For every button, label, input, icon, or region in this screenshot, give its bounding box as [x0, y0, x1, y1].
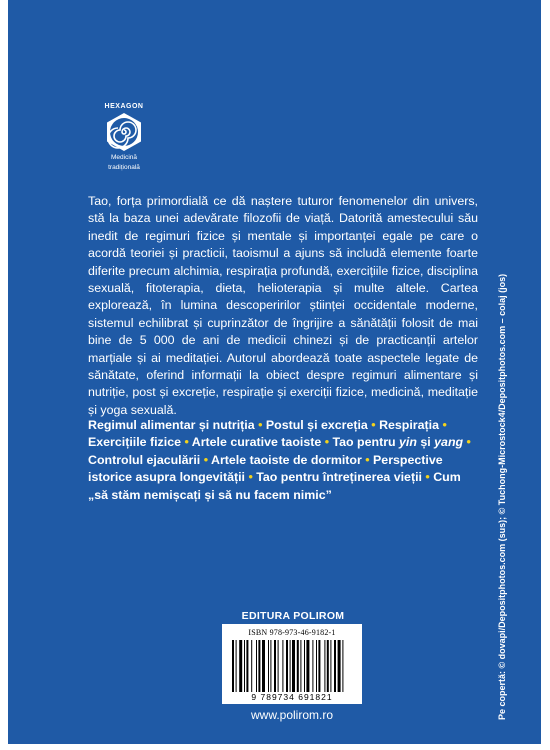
barcode-panel [222, 624, 362, 704]
bullet-separator: • [371, 418, 376, 432]
hexagon-logo [90, 103, 158, 172]
topic-item: Perspective istorice asupra longevității [88, 452, 443, 485]
bullet-separator: • [248, 470, 253, 485]
topics-list [88, 417, 478, 504]
topic-italic-yang: yang [434, 435, 464, 450]
topic-item: Postul și excreția [265, 418, 368, 432]
topic-item: Controlul ejaculării [88, 452, 201, 467]
topic-text: Tao pentru [332, 435, 400, 450]
bullet-separator: • [466, 435, 471, 450]
publisher-name: EDITURA POLIROM [241, 610, 345, 622]
bullet-separator: • [442, 418, 447, 432]
topic-item: Artele taoiste de dormitor [211, 452, 362, 467]
cover-credit [493, 180, 509, 720]
spiral-icon [104, 112, 144, 152]
topic-text: și [416, 435, 435, 450]
topic-item: Exercițiile fizice [88, 435, 181, 450]
bullet-separator: • [425, 470, 430, 485]
topic-italic-yin: yin [399, 435, 417, 450]
topic-item: Tao pentru întreținerea vieții [256, 470, 422, 485]
bullet-separator: • [184, 435, 189, 450]
book-description: Tao, forța primordială ce dă naștere tuturor fenomenelor din univers, stă la baza unei adevărate filozofii de viață. Datorită amestecului său inedit de regimuri fizice și mentale și importanței egale pe care o acordă teoriei și practicii, taoismul a ajuns să includă elemente foarte diferite precum alchimia, respirația profundă, exercițiile fizice, disciplina sexuală, fitoterapia, dieta, helioterapia și multe altele. Cartea explorează, în lumina descoperirilor științei occidentale moderne, sistemul echilibrat și cuprinzător de îngrijire a sănătății folosit de mai bine de 5 000 de ani de medicii chinezi și de practicanții artelor marțiale și ai meditației. Autorul abordează toate aspectele legate de sănătate, oferind informații la obiect despre regimuri alimentare și nutriție, post și excreție, respirație și exerciții fizice, medicină, meditație și yoga sexuală. [88, 194, 478, 417]
bullet-separator: • [324, 435, 330, 450]
barcode-number: 9 789734 691821 [251, 692, 333, 702]
isbn-number: ISBN 978-973-46-9182-1 [248, 628, 336, 637]
barcode-icon [232, 640, 354, 692]
cover-credit-text: Pe copertă: © dovapi/Depositphotos.com (sus); © Tuchong-Microstock4/Depositphotos.com – colaj (jos) [497, 273, 507, 720]
logo-subtitle-line2: tradițională [108, 164, 140, 171]
topic-item [332, 435, 463, 449]
topic-item: Respirația [379, 418, 439, 432]
topic-item: Regimul alimentar și nutriția [88, 418, 255, 432]
bullet-separator: • [258, 418, 263, 432]
bullet-separator: • [365, 452, 370, 467]
topic-item: Artele curative taoiste [191, 435, 322, 450]
back-cover [8, 0, 541, 744]
topic-item: Cum „să stăm nemișcați și să nu facem nimic” [88, 470, 461, 502]
publisher-website: www.polirom.ro [250, 708, 334, 722]
logo-title: HEXAGON [104, 103, 144, 110]
logo-subtitle-line1: Medicină [110, 154, 137, 161]
bullet-separator: • [203, 452, 209, 467]
